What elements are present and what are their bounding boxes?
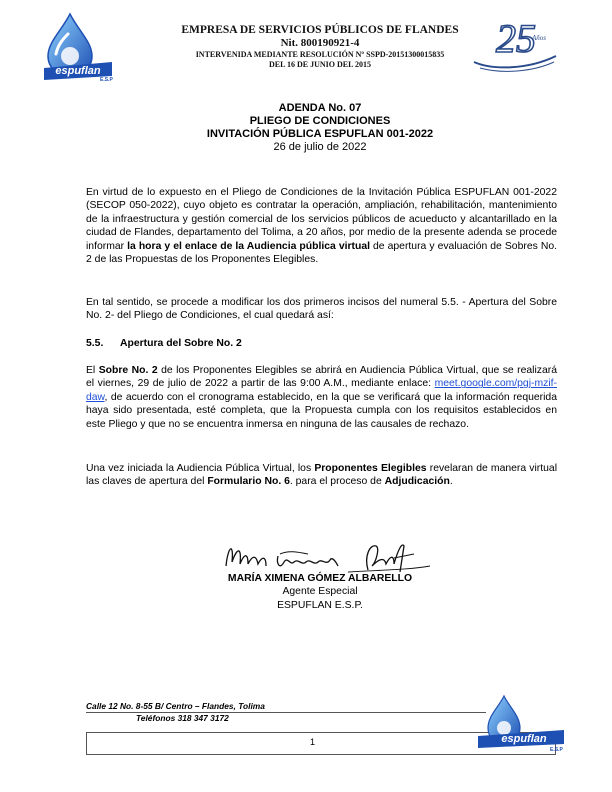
footer-box-bottom — [86, 754, 556, 755]
svg-text:espuflan: espuflan — [55, 65, 101, 77]
anniversary-25-logo — [472, 12, 558, 74]
footer-phones: Teléfonos 318 347 3172 — [136, 713, 229, 723]
meet-link[interactable]: meet.google.com/pgj-mzif-daw — [86, 378, 557, 403]
paragraph-modification: En tal sentido, se procede a modificar los dos primeros incisos del numeral 5.5. - Apertura del Sobre No. 2- del Pliego de Condiciones, el cual quedará así: — [86, 297, 557, 322]
svg-text:E.S.P: E.S.P — [550, 747, 563, 752]
company-name: EMPRESA DE SERVICIOS PÚBLICOS DE FLANDES — [181, 24, 459, 36]
resolution-date: DEL 16 DE JUNIO DEL 2015 — [268, 60, 372, 69]
doc-type: PLIEGO DE CONDICIONES — [249, 115, 391, 127]
company-nit: Nit. 800190921-4 — [280, 37, 360, 49]
signer-name: MARÍA XIMENA GÓMEZ ALBARELLO — [227, 573, 413, 584]
footer-divider — [86, 712, 486, 713]
doc-date: 26 de julio de 2022 — [273, 141, 367, 153]
paragraph-audience: El Sobre No. 2 de los Proponentes Elegibles se abrirá en Audiencia Pública Virtual, que se realizará el viernes, 29 de julio de 2022 a partir de las 9:00 A.M., mediante enlace: meet.google.com/pgj-mzif-daw, de acuerdo con el cronograma establecido, en la que se verificará que la información requerida haya sido presentada, esté completa, que la Propuesta cumpla con los requisitos establecidos en este Pliego y que no se encuentra inmersa en ninguna de las causales de rechazo. — [86, 365, 558, 430]
espuflan-footer-logo — [470, 692, 566, 752]
intervention-resolution: INTERVENIDA MEDIANTE RESOLUCIÓN Nº SSPD-20151300015835 — [195, 50, 445, 59]
signer-org: ESPUFLAN E.S.P. — [277, 599, 363, 611]
addendum-number: ADENDA No. 07 — [278, 102, 362, 114]
svg-text:espuflan: espuflan — [501, 733, 547, 745]
section-heading: 5.5. Apertura del Sobre No. 2 — [86, 338, 242, 349]
svg-text:25: 25 — [496, 16, 536, 61]
document-title — [100, 102, 540, 154]
svg-text:E.S.P: E.S.P — [100, 77, 113, 82]
svg-text:Años: Años — [532, 34, 546, 42]
footer-box-left — [86, 732, 87, 754]
letterhead — [140, 24, 500, 70]
paragraph-keys: Una vez iniciada la Audiencia Pública Virtual, los Proponentes Elegibles revelaran de manera virtual las claves de apertura del Formulario No. 6. para el proceso de Adjudicación. — [86, 463, 558, 488]
footer-address: Calle 12 No. 8-55 B/ Centro – Flandes, Tolima — [86, 701, 265, 711]
page-number: 1 — [310, 737, 316, 747]
paragraph-intro: En virtud de lo expuesto en el Pliego de Condiciones de la Invitación Pública ESPUFLAN 001-2022 (SECOP 050-2022), cuyo objeto es contratar la operación, ampliación, rehabilitación, mantenimiento de la infraestructura y gestión comercial de los servicios públicos de acueducto y alcantarillado en la ciudad de Flandes, departamento del Tolima, a 20 años, por medio de la presente adenda se procede informar la hora y el enlace de la Audiencia pública virtual de apertura y evaluación de Sobres No. 2 de las Propuestas de los Proponentes Elegibles. — [86, 187, 557, 266]
signature-block — [190, 572, 450, 612]
espuflan-logo — [40, 10, 115, 82]
signer-role: Agente Especial — [282, 586, 358, 598]
invitation-name: INVITACIÓN PÚBLICA ESPUFLAN 001-2022 — [206, 128, 434, 140]
